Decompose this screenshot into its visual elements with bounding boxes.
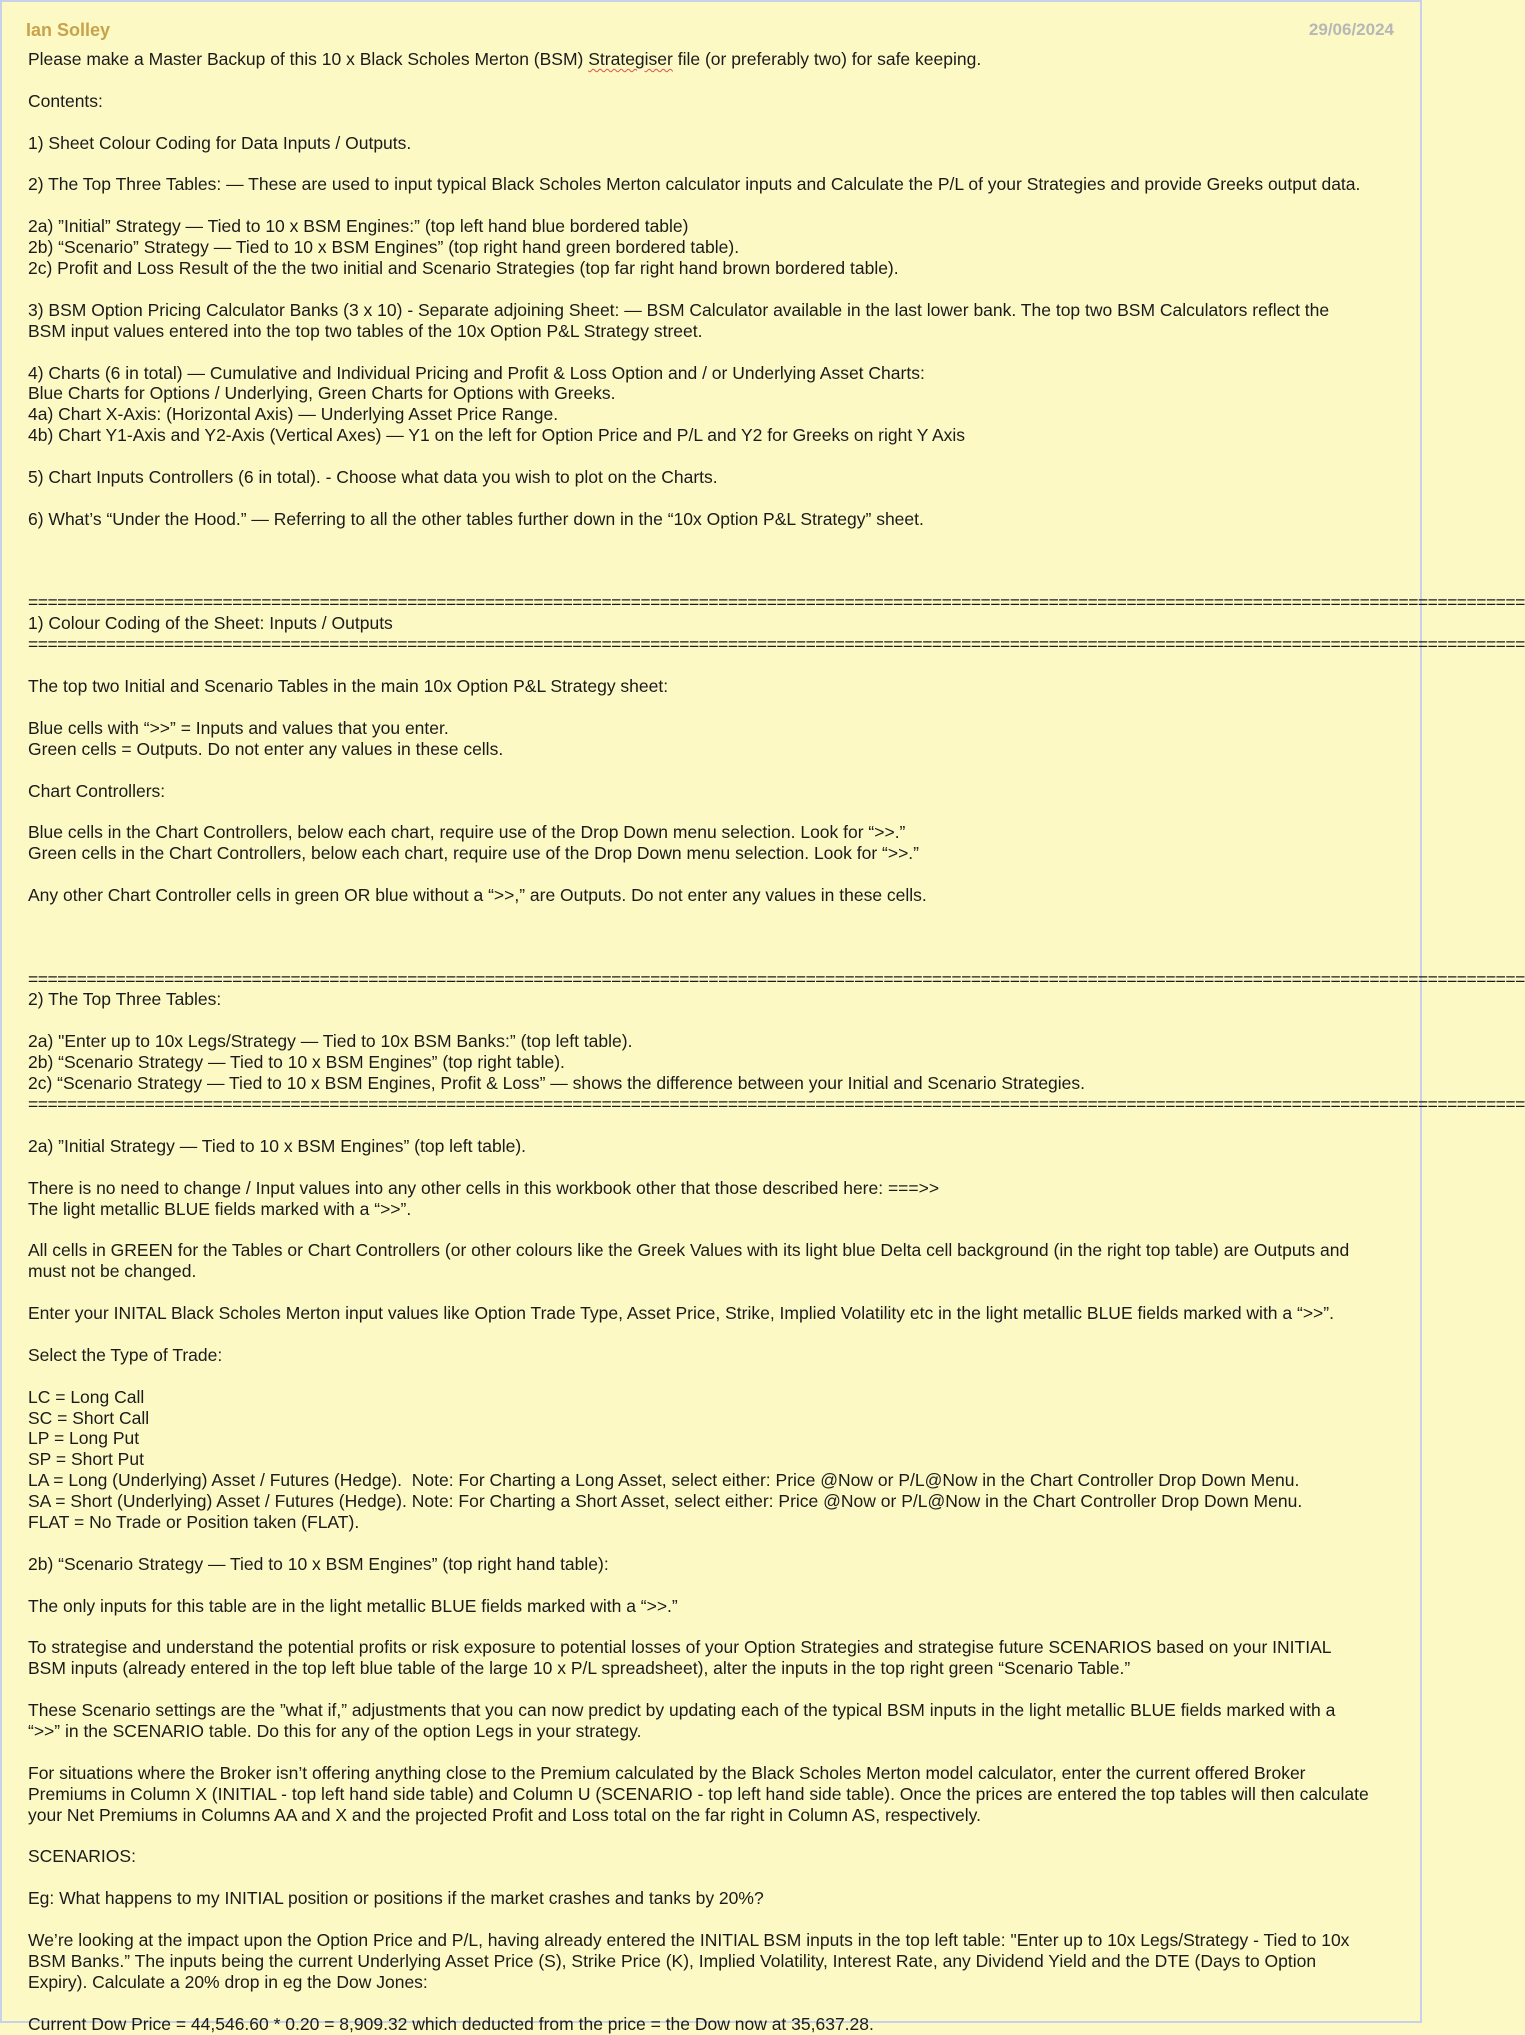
note-line: All cells in GREEN for the Tables or Chart Controllers (or other colours like the Greek Values with its light blue Delta cell background (in the right top table) are Outputs and bbox=[28, 1240, 1350, 1261]
note-line: Enter your INITAL Black Scholes Merton input values like Option Trade Type, Asset Price, Strike, Implied Volatility etc in the light metallic BLUE fields marked with a “>>”. bbox=[28, 1303, 1334, 1323]
intro-text-before: Please make a Master Backup of this 10 x Black Scholes Merton (BSM) bbox=[28, 49, 589, 69]
note-line: 2a) ”Initial” Strategy — Tied to 10 x BSM Engines:” (top left hand blue bordered table) bbox=[28, 216, 689, 237]
blank-line bbox=[28, 864, 1398, 885]
note-body[interactable] bbox=[28, 49, 1525, 2035]
blank-line bbox=[28, 760, 1398, 781]
blank-line bbox=[28, 1575, 1398, 1596]
note-line: Expiry). Calculate a 20% drop in eg the Dow Jones: bbox=[28, 1971, 428, 1992]
blank-line bbox=[28, 1282, 1398, 1303]
note-line: For situations where the Broker isn’t offering anything close to the Premium calculated by the Black Scholes Merton model calculator, enter the current offered Broker bbox=[28, 1762, 1306, 1783]
author-name: Ian Solley bbox=[26, 19, 111, 40]
blank-line bbox=[28, 488, 1398, 509]
note-line: BSM inputs (already entered in the top left blue table of the large 10 x P/L spreadsheet), alter the inputs in the top right green “Scenario Table.” bbox=[28, 1658, 1131, 1679]
blank-line bbox=[28, 279, 1398, 300]
blank-line bbox=[28, 1115, 1398, 1136]
blank-line bbox=[28, 1157, 1398, 1178]
blank-line bbox=[28, 697, 1398, 718]
blank-line bbox=[28, 1826, 1398, 1847]
note-line: SP = Short Put bbox=[28, 1449, 144, 1470]
blank-line bbox=[28, 1679, 1398, 1700]
note-line: Select the Type of Trade: bbox=[28, 1344, 223, 1365]
note-line: 2c) Profit and Loss Result of the the two initial and Scenario Strategies (top far right hand brown bordered table). bbox=[28, 258, 899, 278]
blank-line bbox=[28, 1324, 1398, 1345]
intro-text-after: file (or preferably two) for safe keeping. bbox=[672, 49, 982, 69]
separator-rule: ========================================================================================================================================================== bbox=[28, 1094, 1525, 1114]
note-line: Green cells = Outputs. Do not enter any values in these cells. bbox=[28, 738, 504, 759]
note-line: FLAT = No Trade or Position taken (FLAT). bbox=[28, 1512, 360, 1533]
note-line: Blue cells with “>>” = Inputs and values that you enter. bbox=[28, 717, 449, 738]
note-line: LC = Long Call bbox=[28, 1386, 145, 1407]
note-line: 5) Chart Inputs Controllers (6 in total). - Choose what data you wish to plot on the Charts. bbox=[28, 467, 718, 488]
blank-line bbox=[28, 906, 1398, 927]
note-line: 2) The Top Three Tables: — These are used to input typical Black Scholes Merton calculator inputs and Calculate the P/L of your Strategies and provide Greeks output data. bbox=[28, 174, 1361, 195]
note-line: your Net Premiums in Columns AA and X and the projected Profit and Loss total on the far right in Column AS, respectively. bbox=[28, 1804, 981, 1825]
note-line-intro bbox=[28, 49, 1398, 70]
blank-line bbox=[28, 1219, 1398, 1240]
note-line: 2b) “Scenario Strategy — Tied to 10 x BSM Engines” (top right hand table): bbox=[28, 1553, 609, 1574]
blank-line bbox=[28, 530, 1398, 551]
note-line: There is no need to change / Input values into any other cells in this workbook other that those described here: ===>> bbox=[28, 1177, 940, 1198]
separator-rule: ========================================================================================================================================================== bbox=[28, 634, 1525, 655]
blank-line bbox=[28, 1366, 1398, 1387]
note-line: Any other Chart Controller cells in green OR blue without a “>>,” are Outputs. Do not enter any values in these cells. bbox=[28, 885, 927, 905]
note-line: 2a) ”Initial Strategy — Tied to 10 x BSM Engines” (top left table). bbox=[28, 1135, 527, 1156]
note-line: SCENARIOS: bbox=[28, 1846, 136, 1867]
note-line: The only inputs for this table are in the light metallic BLUE fields marked with a “>>.” bbox=[28, 1595, 678, 1616]
note-line: LP = Long Put bbox=[28, 1428, 140, 1449]
blank-line bbox=[28, 927, 1398, 948]
note-line: Green cells in the Chart Controllers, below each chart, require use of the Drop Down menu selection. Look for “>>.” bbox=[28, 843, 919, 864]
separator-rule: ========================================================================================================================================================== bbox=[28, 968, 1525, 989]
note-line: 2a) "Enter up to 10x Legs/Strategy — Tied to 10x BSM Banks:” (top left table). bbox=[28, 1031, 633, 1052]
blank-line bbox=[28, 154, 1398, 175]
note-line: Premiums in Column X (INITIAL - top left hand side table) and Column U (SCENARIO - top left hand side table). Once the prices are entered the top tables will then calculate bbox=[28, 1783, 1369, 1804]
note-line: 1) Sheet Colour Coding for Data Inputs / Outputs. bbox=[28, 132, 412, 153]
blank-line bbox=[28, 1909, 1398, 1930]
blank-line bbox=[28, 1533, 1398, 1554]
note-line: 4b) Chart Y1-Axis and Y2-Axis (Vertical Axes) — Y1 on the left for Option Price and P/L and Y2 for Greeks on right Y Axis bbox=[28, 425, 966, 446]
blank-line bbox=[28, 112, 1398, 133]
note-line: The top two Initial and Scenario Tables in the main 10x Option P&L Strategy sheet: bbox=[28, 676, 669, 696]
blank-line bbox=[28, 342, 1398, 363]
note-line: BSM input values entered into the top two tables of the 10x Option P&L Strategy street. bbox=[28, 320, 703, 341]
note-line: “>>” in the SCENARIO table. Do this for any of the option Legs in your strategy. bbox=[28, 1721, 642, 1742]
note-line: We’re looking at the impact upon the Option Price and P/L, having already entered the INITIAL BSM inputs in the top left table: "Enter up to 10x Legs/Strategy - Tied to 10x bbox=[28, 1930, 1350, 1951]
blank-line bbox=[28, 446, 1398, 467]
note-line: SA = Short (Underlying) Asset / Futures (Hedge). Note: For Charting a Short Asset, select either: Price @Now or P/L@Now in the Chart Controller Drop Down Menu. bbox=[28, 1491, 1303, 1512]
blank-line bbox=[28, 801, 1398, 822]
note-line: SC = Short Call bbox=[28, 1407, 150, 1428]
note-line: Blue cells in the Chart Controllers, below each chart, require use of the Drop Down menu selection. Look for “>>.” bbox=[28, 822, 906, 843]
note-line: 3) BSM Option Pricing Calculator Banks (3 x 10) - Separate adjoining Sheet: — BSM Calculator available in the last lower bank. The top two BSM Calculators reflect the bbox=[28, 299, 1330, 320]
note-line: 2c) “Scenario Strategy — Tied to 10 x BSM Engines, Profit & Loss” — shows the difference between your Initial and Scenario Strategies. bbox=[28, 1073, 1086, 1094]
blank-line bbox=[28, 551, 1398, 572]
note-line: 2b) “Scenario” Strategy — Tied to 10 x BSM Engines” (top right hand green bordered table). bbox=[28, 237, 740, 258]
blank-line bbox=[28, 1617, 1398, 1638]
note-header bbox=[26, 16, 1394, 44]
note-line: 1) Colour Coding of the Sheet: Inputs / Outputs bbox=[28, 613, 393, 634]
separator-rule: ========================================================================================================================================================== bbox=[28, 592, 1525, 613]
note-line: To strategise and understand the potential profits or risk exposure to potential losses of your Option Strategies and strategise future SCENARIOS based on your INITIAL bbox=[28, 1637, 1332, 1658]
blank-line bbox=[28, 1010, 1398, 1031]
note-date: 29/06/2024 bbox=[1308, 20, 1394, 39]
note-line: Current Dow Price = 44,546.60 * 0.20 = 8,909.32 which deducted from the price = the Dow now at 35,637.28. bbox=[28, 2013, 874, 2034]
note-line: 2b) “Scenario Strategy — Tied to 10 x BSM Engines” (top right table). bbox=[28, 1052, 565, 1073]
note-line: BSM Banks.” The inputs being the current Underlying Asset Price (S), Strike Price (K), Implied Volatility, Interest Rate, any Dividend Yield and the DTE (Days to Option bbox=[28, 1950, 1317, 1971]
note-line: Chart Controllers: bbox=[28, 780, 166, 801]
spelling-flagged-word[interactable]: Strategiser bbox=[588, 49, 673, 69]
note-line: must not be changed. bbox=[28, 1261, 197, 1282]
note-line: 4a) Chart X-Axis: (Horizontal Axis) — Underlying Asset Price Range. bbox=[28, 404, 559, 425]
note-line: Eg: What happens to my INITIAL position or positions if the market crashes and tanks by 20%? bbox=[28, 1888, 764, 1909]
blank-line bbox=[28, 948, 1398, 969]
blank-line bbox=[28, 572, 1398, 593]
blank-line bbox=[28, 1867, 1398, 1888]
blank-line bbox=[28, 655, 1398, 676]
note-line: Blue Charts for Options / Underlying, Green Charts for Options with Greeks. bbox=[28, 383, 616, 404]
note-line: The light metallic BLUE fields marked with a “>>”. bbox=[28, 1198, 412, 1219]
note-line: Contents: bbox=[28, 90, 103, 111]
note-line: 6) What’s “Under the Hood.” — Referring to all the other tables further down in the “10x Option P&L Strategy” sheet. bbox=[28, 508, 924, 529]
note-line: 4) Charts (6 in total) — Cumulative and Individual Pricing and Profit & Loss Option and / or Underlying Asset Charts: bbox=[28, 362, 925, 383]
blank-line bbox=[28, 70, 1398, 91]
note-line: 2) The Top Three Tables: bbox=[28, 989, 222, 1010]
note-line: These Scenario settings are the ”what if,” adjustments that you can now predict by updating each of the typical BSM inputs in the light metallic BLUE fields marked with a bbox=[28, 1700, 1336, 1721]
note-line: LA = Long (Underlying) Asset / Futures (Hedge). Note: For Charting a Long Asset, select either: Price @Now or P/L@Now in the Chart Controller Drop Down Menu. bbox=[28, 1470, 1300, 1491]
blank-line bbox=[28, 195, 1398, 216]
blank-line bbox=[28, 1993, 1398, 2014]
blank-line bbox=[28, 1742, 1398, 1763]
